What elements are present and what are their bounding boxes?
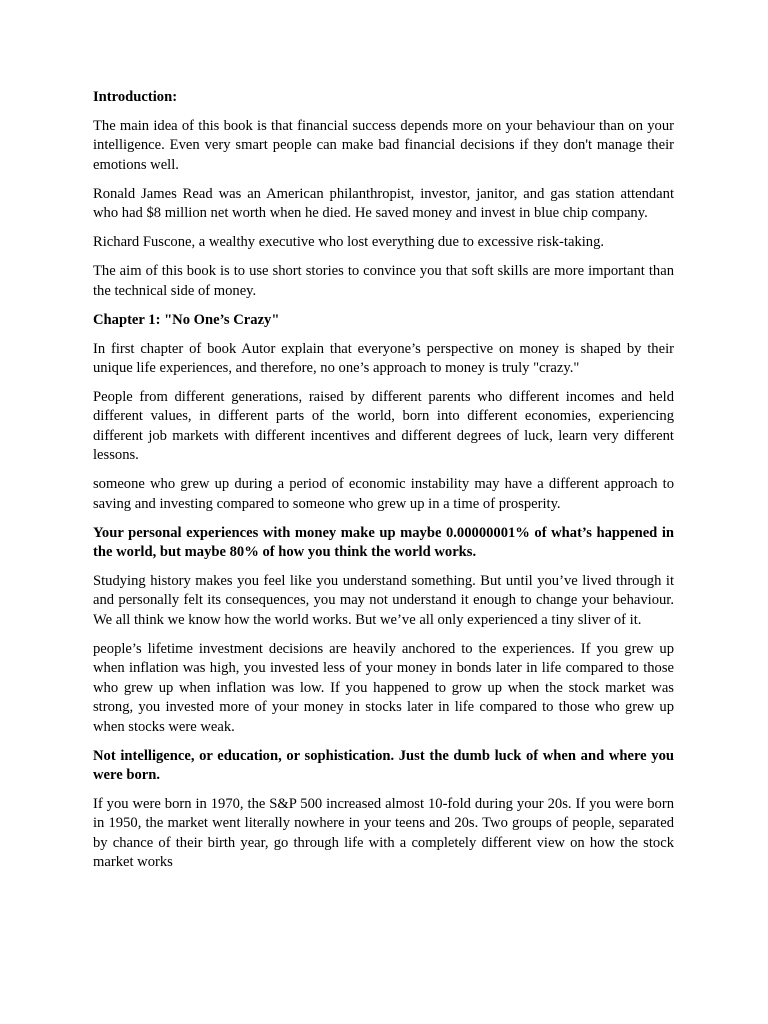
chapter-1-bold-quote-luck: Not intelligence, or education, or sophistication. Just the dumb luck of when and where you were born. — [93, 747, 674, 783]
intro-paragraph-aim: The aim of this book is to use short stories to convince you that soft skills are more important than the technical side of money. — [93, 263, 674, 299]
intro-paragraph-ronald-read: Ronald James Read was an American philanthropist, investor, janitor, and gas station attendant who had $8 million net worth when he died. He saved money and invest in blue chip company. — [93, 185, 674, 222]
chapter-1-heading: Chapter 1: "No One’s Crazy" — [93, 311, 280, 328]
chapter-1-paragraph-history: Studying history makes you feel like you understand something. But until you’ve lived through it and personally felt its consequences, you may not understand it enough to change your behaviour. We all think we know how the world works. But we’ve all only experienced a tiny sliver of it. — [93, 573, 674, 628]
chapter-1-paragraph-perspective: In first chapter of book Autor explain that everyone’s perspective on money is shaped by their unique life experiences, and therefore, no one’s approach to money is truly "crazy." — [93, 340, 674, 377]
intro-paragraph-richard-fuscone: Richard Fuscone, a wealthy executive who lost everything due to excessive risk-taking. — [93, 234, 605, 251]
chapter-1-paragraph-investment-decisions: people’s lifetime investment decisions are heavily anchored to the experiences. If you grew up when inflation was high, you invested less of your money in bonds later in life compared to those who grew up when inflation was low. If you happened to grow up when the stock market was strong, you invested more of your money in stocks later in life compared to those who grew up when stocks were weak. — [93, 640, 674, 735]
chapter-1-bold-quote-experiences: Your personal experiences with money make up maybe 0.00000001% of what’s happened in the world, but maybe 80% of how you think the world works. — [93, 524, 674, 561]
chapter-1-paragraph-birth-year: If you were born in 1970, the S&P 500 increased almost 10-fold during your 20s. If you were born in 1950, the market went literally nowhere in your teens and 20s. Two groups of people, separated by chance of their birth year, go through life with a completely different view on how the stock market works — [93, 795, 674, 871]
chapter-1-paragraph-instability: someone who grew up during a period of economic instability may have a different approach to saving and investing compared to someone who grew up in a time of prosperity. — [93, 476, 674, 512]
document-page — [93, 88, 674, 882]
chapter-1-paragraph-generations: People from different generations, raised by different parents who different incomes and held different values, in different parts of the world, born into different economies, experiencing different job markets with different incentives and different degrees of luck, learn very different lessons. — [93, 389, 674, 464]
intro-paragraph-main-idea: The main idea of this book is that financial success depends more on your behaviour than on your intelligence. Even very smart people can make bad financial decisions if they don't manage their emotions well. — [93, 118, 674, 173]
introduction-heading: Introduction: — [93, 89, 178, 105]
